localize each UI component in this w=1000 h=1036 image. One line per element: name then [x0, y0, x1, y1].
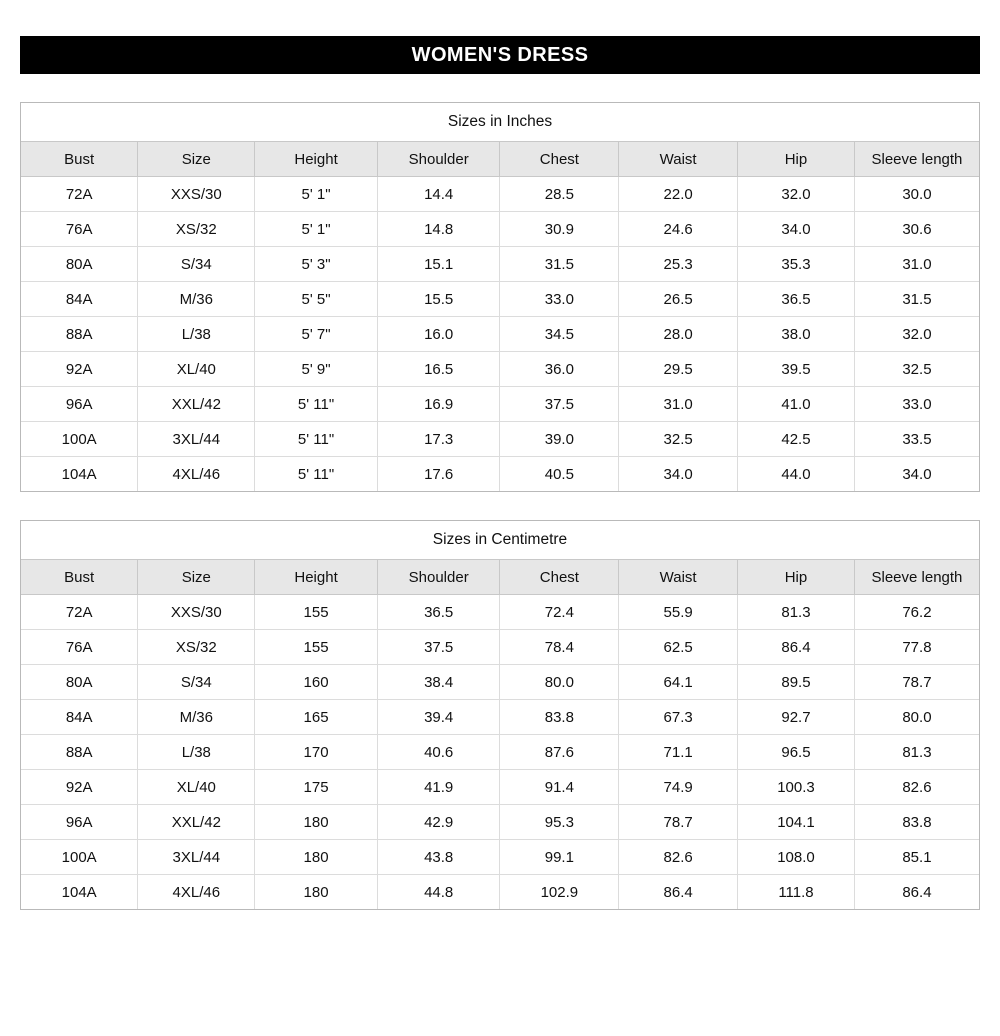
cell-shoulder: 42.9 — [377, 805, 500, 840]
cell-bust: 104A — [21, 875, 138, 910]
table-header-row — [21, 560, 979, 595]
cell-shoulder: 44.8 — [377, 875, 500, 910]
cell-waist: 34.0 — [619, 457, 738, 492]
cell-sleeve-length: 31.5 — [854, 282, 979, 317]
cell-sleeve-length: 34.0 — [854, 457, 979, 492]
cell-shoulder: 17.3 — [377, 422, 500, 457]
cell-waist: 74.9 — [619, 770, 738, 805]
cell-shoulder: 16.9 — [377, 387, 500, 422]
cell-height: 175 — [255, 770, 378, 805]
table-row — [21, 700, 979, 735]
cell-chest: 72.4 — [500, 595, 619, 630]
cell-size: XS/32 — [138, 212, 255, 247]
cell-chest: 102.9 — [500, 875, 619, 910]
column-header-chest: Chest — [500, 142, 619, 177]
cell-size: XXS/30 — [138, 595, 255, 630]
table-row — [21, 805, 979, 840]
cell-height: 155 — [255, 595, 378, 630]
cell-height: 5' 11" — [255, 457, 378, 492]
table-caption-inches: Sizes in Inches — [21, 103, 979, 142]
cell-height: 5' 5" — [255, 282, 378, 317]
cell-chest: 34.5 — [500, 317, 619, 352]
cell-size: 3XL/44 — [138, 840, 255, 875]
cell-chest: 40.5 — [500, 457, 619, 492]
cell-bust: 84A — [21, 282, 138, 317]
table-row — [21, 735, 979, 770]
cell-shoulder: 16.5 — [377, 352, 500, 387]
table-header-row — [21, 142, 979, 177]
cell-waist: 71.1 — [619, 735, 738, 770]
column-header-waist: Waist — [619, 142, 738, 177]
cell-shoulder: 38.4 — [377, 665, 500, 700]
cell-chest: 39.0 — [500, 422, 619, 457]
column-header-sleeve-length: Sleeve length — [854, 560, 979, 595]
cell-size: XS/32 — [138, 630, 255, 665]
cell-shoulder: 17.6 — [377, 457, 500, 492]
cell-bust: 72A — [21, 595, 138, 630]
cell-bust: 92A — [21, 352, 138, 387]
cell-waist: 82.6 — [619, 840, 738, 875]
cell-height: 180 — [255, 805, 378, 840]
cell-sleeve-length: 77.8 — [854, 630, 979, 665]
cell-shoulder: 16.0 — [377, 317, 500, 352]
column-header-bust: Bust — [21, 560, 138, 595]
cell-hip: 89.5 — [738, 665, 855, 700]
table-row — [21, 247, 979, 282]
cell-hip: 96.5 — [738, 735, 855, 770]
cell-waist: 26.5 — [619, 282, 738, 317]
cell-sleeve-length: 78.7 — [854, 665, 979, 700]
cell-height: 160 — [255, 665, 378, 700]
cell-bust: 92A — [21, 770, 138, 805]
table-inches — [21, 142, 979, 491]
table-caption-centimetre: Sizes in Centimetre — [21, 521, 979, 560]
cell-waist: 86.4 — [619, 875, 738, 910]
cell-size: XXL/42 — [138, 805, 255, 840]
table-row — [21, 422, 979, 457]
cell-hip: 100.3 — [738, 770, 855, 805]
cell-hip: 36.5 — [738, 282, 855, 317]
cell-shoulder: 15.1 — [377, 247, 500, 282]
cell-waist: 55.9 — [619, 595, 738, 630]
cell-size: 4XL/46 — [138, 875, 255, 910]
cell-bust: 88A — [21, 735, 138, 770]
cell-size: XL/40 — [138, 770, 255, 805]
page-title: WOMEN'S DRESS — [411, 43, 589, 66]
cell-height: 5' 11" — [255, 422, 378, 457]
cell-bust: 84A — [21, 700, 138, 735]
cell-hip: 92.7 — [738, 700, 855, 735]
cell-shoulder: 37.5 — [377, 630, 500, 665]
cell-size: 4XL/46 — [138, 457, 255, 492]
cell-shoulder: 15.5 — [377, 282, 500, 317]
cell-shoulder: 41.9 — [377, 770, 500, 805]
cell-sleeve-length: 82.6 — [854, 770, 979, 805]
cell-hip: 81.3 — [738, 595, 855, 630]
cell-sleeve-length: 33.5 — [854, 422, 979, 457]
cell-hip: 111.8 — [738, 875, 855, 910]
table-row — [21, 665, 979, 700]
cell-height: 5' 7" — [255, 317, 378, 352]
cell-waist: 78.7 — [619, 805, 738, 840]
cell-size: M/36 — [138, 282, 255, 317]
table-row — [21, 387, 979, 422]
cell-size: XL/40 — [138, 352, 255, 387]
cell-height: 170 — [255, 735, 378, 770]
cell-height: 165 — [255, 700, 378, 735]
cell-bust: 80A — [21, 247, 138, 282]
cell-hip: 35.3 — [738, 247, 855, 282]
table-row — [21, 630, 979, 665]
cell-chest: 33.0 — [500, 282, 619, 317]
cell-chest: 36.0 — [500, 352, 619, 387]
table-row — [21, 457, 979, 492]
table-row — [21, 352, 979, 387]
column-header-hip: Hip — [738, 142, 855, 177]
cell-hip: 34.0 — [738, 212, 855, 247]
cell-sleeve-length: 33.0 — [854, 387, 979, 422]
column-header-waist: Waist — [619, 560, 738, 595]
cell-waist: 64.1 — [619, 665, 738, 700]
cell-chest: 99.1 — [500, 840, 619, 875]
cell-size: XXL/42 — [138, 387, 255, 422]
size-table-inches — [20, 102, 980, 492]
cell-hip: 108.0 — [738, 840, 855, 875]
cell-sleeve-length: 30.6 — [854, 212, 979, 247]
cell-shoulder: 39.4 — [377, 700, 500, 735]
cell-hip: 39.5 — [738, 352, 855, 387]
cell-height: 155 — [255, 630, 378, 665]
cell-hip: 86.4 — [738, 630, 855, 665]
cell-chest: 31.5 — [500, 247, 619, 282]
table-row — [21, 212, 979, 247]
cell-bust: 72A — [21, 177, 138, 212]
cell-shoulder: 14.8 — [377, 212, 500, 247]
column-header-sleeve-length: Sleeve length — [854, 142, 979, 177]
cell-size: S/34 — [138, 247, 255, 282]
column-header-shoulder: Shoulder — [377, 560, 500, 595]
cell-waist: 32.5 — [619, 422, 738, 457]
cell-size: M/36 — [138, 700, 255, 735]
cell-hip: 44.0 — [738, 457, 855, 492]
table-row — [21, 770, 979, 805]
column-header-hip: Hip — [738, 560, 855, 595]
cell-sleeve-length: 32.0 — [854, 317, 979, 352]
cell-waist: 25.3 — [619, 247, 738, 282]
cell-sleeve-length: 30.0 — [854, 177, 979, 212]
column-header-bust: Bust — [21, 142, 138, 177]
cell-sleeve-length: 76.2 — [854, 595, 979, 630]
cell-bust: 76A — [21, 630, 138, 665]
cell-bust: 76A — [21, 212, 138, 247]
page-title-bar — [20, 36, 980, 74]
table-row — [21, 282, 979, 317]
cell-waist: 24.6 — [619, 212, 738, 247]
cell-sleeve-length: 32.5 — [854, 352, 979, 387]
cell-chest: 87.6 — [500, 735, 619, 770]
cell-chest: 83.8 — [500, 700, 619, 735]
cell-waist: 31.0 — [619, 387, 738, 422]
column-header-height: Height — [255, 560, 378, 595]
cell-size: L/38 — [138, 735, 255, 770]
cell-sleeve-length: 81.3 — [854, 735, 979, 770]
column-header-size: Size — [138, 560, 255, 595]
cell-sleeve-length: 86.4 — [854, 875, 979, 910]
cell-shoulder: 43.8 — [377, 840, 500, 875]
cell-size: XXS/30 — [138, 177, 255, 212]
cell-waist: 62.5 — [619, 630, 738, 665]
cell-height: 5' 1" — [255, 177, 378, 212]
cell-size: L/38 — [138, 317, 255, 352]
cell-height: 180 — [255, 840, 378, 875]
cell-bust: 80A — [21, 665, 138, 700]
cell-hip: 32.0 — [738, 177, 855, 212]
size-table-centimetre — [20, 520, 980, 910]
size-chart-page — [0, 36, 1000, 1036]
cell-shoulder: 36.5 — [377, 595, 500, 630]
cell-chest: 30.9 — [500, 212, 619, 247]
cell-hip: 42.5 — [738, 422, 855, 457]
cell-hip: 38.0 — [738, 317, 855, 352]
cell-chest: 80.0 — [500, 665, 619, 700]
cell-bust: 88A — [21, 317, 138, 352]
cell-sleeve-length: 85.1 — [854, 840, 979, 875]
cell-bust: 100A — [21, 422, 138, 457]
cell-shoulder: 40.6 — [377, 735, 500, 770]
column-header-size: Size — [138, 142, 255, 177]
column-header-shoulder: Shoulder — [377, 142, 500, 177]
cell-hip: 41.0 — [738, 387, 855, 422]
table-row — [21, 875, 979, 910]
cell-bust: 96A — [21, 387, 138, 422]
cell-height: 5' 3" — [255, 247, 378, 282]
cell-size: S/34 — [138, 665, 255, 700]
column-header-height: Height — [255, 142, 378, 177]
cell-chest: 78.4 — [500, 630, 619, 665]
cell-sleeve-length: 31.0 — [854, 247, 979, 282]
table-centimetre — [21, 560, 979, 909]
cell-bust: 104A — [21, 457, 138, 492]
cell-waist: 22.0 — [619, 177, 738, 212]
cell-waist: 28.0 — [619, 317, 738, 352]
cell-chest: 28.5 — [500, 177, 619, 212]
cell-height: 5' 11" — [255, 387, 378, 422]
cell-sleeve-length: 83.8 — [854, 805, 979, 840]
cell-bust: 100A — [21, 840, 138, 875]
cell-height: 180 — [255, 875, 378, 910]
column-header-chest: Chest — [500, 560, 619, 595]
table-row — [21, 595, 979, 630]
cell-waist: 67.3 — [619, 700, 738, 735]
cell-chest: 91.4 — [500, 770, 619, 805]
cell-waist: 29.5 — [619, 352, 738, 387]
cell-chest: 95.3 — [500, 805, 619, 840]
cell-hip: 104.1 — [738, 805, 855, 840]
cell-chest: 37.5 — [500, 387, 619, 422]
cell-size: 3XL/44 — [138, 422, 255, 457]
cell-sleeve-length: 80.0 — [854, 700, 979, 735]
cell-shoulder: 14.4 — [377, 177, 500, 212]
table-row — [21, 840, 979, 875]
cell-height: 5' 1" — [255, 212, 378, 247]
table-row — [21, 317, 979, 352]
cell-bust: 96A — [21, 805, 138, 840]
table-row — [21, 177, 979, 212]
cell-height: 5' 9" — [255, 352, 378, 387]
